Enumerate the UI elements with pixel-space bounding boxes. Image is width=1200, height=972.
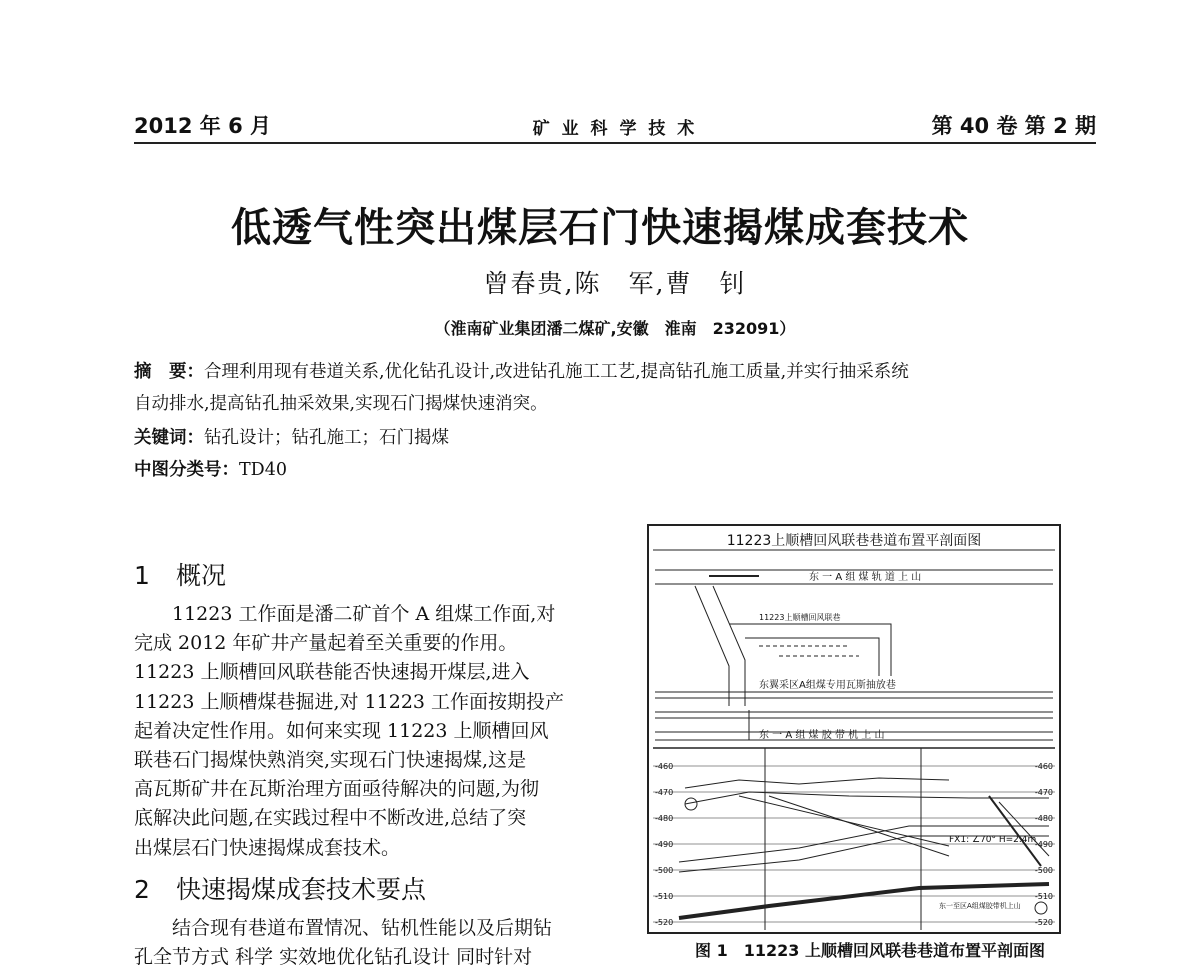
section-1-line: 联巷石门揭煤快熟消突,实现石门快速揭煤,这是 [134,749,527,772]
borehole-line [989,796,1041,866]
abstract-line-2: 自动排水,提高钻孔抽采效果,实现石门揭煤快速消突。 [134,394,548,414]
section-1-line: 起着决定性作用。如何来实现 11223 上顺槽回风 [134,719,549,742]
elevation-left: -500 [655,866,674,875]
section-1-line: 完成 2012 年矿井产量起着至关重要的作用。 [134,632,518,655]
section-1-line: 11223 上顺槽煤巷掘进,对 11223 工作面按期投产 [134,690,565,713]
keywords [134,422,1096,454]
elevation-right: -500 [1034,866,1053,875]
section-2-line: 孔全节方式 科学 实效地优化钻孔设计 同时针对 [134,946,533,969]
header-rule [134,142,1096,144]
elevation-left: -520 [655,918,674,927]
keywords-label: 关键词： [134,428,204,448]
elevation-right: -510 [1034,892,1053,901]
elevation-right: -520 [1034,918,1053,927]
section-1-title: 概况 [176,561,227,590]
section-2-heading [134,870,426,906]
label-bottom-note: 东一至区A组煤胶带机上山 [939,902,1021,910]
label-return-lane: 11223上顺槽回风联巷 [759,613,841,622]
paper-title: 低透气性突出煤层石门快速揭煤成套技术 [231,205,969,251]
elevation-right: -460 [1034,762,1053,771]
abstract-label: 摘 要： [134,362,204,382]
label-gas-lane: 东翼采区A组煤专用瓦斯抽放巷 [759,680,896,691]
label-section-note: FX1: ∠70° H=2.4m [949,835,1037,845]
classification-text: TD40 [239,460,287,480]
header-date: 2012 年 6 月 [134,114,271,138]
elevation-left: -460 [655,762,674,771]
header-issue: 第 40 卷 第 2 期 [931,114,1096,138]
section-2-title: 快速揭煤成套技术要点 [176,875,427,904]
figure-1-caption: 图 1 11223 上顺槽回风联巷巷道布置平剖面图 [695,941,1045,960]
elevation-left: -490 [655,840,674,849]
coal-seam-line [679,884,1049,918]
elevation-left: -470 [655,788,674,797]
section-1-line: 11223 工作面是潘二矿首个 A 组煤工作面,对 [172,603,556,625]
roadway-section [1035,902,1047,914]
abstract [134,356,1096,420]
section-1-body [134,600,594,863]
section-2-body [134,914,594,972]
elevation-left: -510 [655,892,674,901]
label-track: 东 一 A 组 煤 轨 道 上 山 [809,572,922,583]
section-2-line: 结合现有巷道布置情况、钻机性能以及后期钻 [172,917,553,939]
figure-1 [647,524,1061,934]
return-lane-line [695,586,729,706]
return-lane-line [745,638,879,676]
elevation-right: -490 [1034,840,1053,849]
figure-1-drawing [649,526,1059,932]
section-1-line: 11223 上顺槽回风联巷能否快速揭开煤层,进入 [134,661,530,684]
keywords-text: 钻孔设计；钻孔施工；石门揭煤 [204,428,449,448]
section-1-heading [134,556,226,592]
label-belt: 东 一 A 组 煤 胶 带 机 上 山 [759,730,885,741]
classification [134,454,1096,486]
section-2-number: 2 [134,875,150,904]
paper-authors: 曾春贵,陈 军,曹 钊 [483,269,747,298]
section-1-line: 高瓦斯矿井在瓦斯治理方面亟待解决的问题,为彻 [134,778,540,801]
figure-title: 11223上顺槽回风联巷巷道布置平剖面图 [726,533,982,549]
classification-label: 中图分类号： [134,460,239,480]
elevation-right: -470 [1034,788,1053,797]
abstract-line-1: 合理利用现有巷道关系,优化钻孔设计,改进钻孔施工工艺,提高钻孔施工质量,并实行抽采系统 [204,362,909,382]
elevation-left: -480 [655,814,674,823]
section-1-number: 1 [134,561,150,590]
paper-affiliation: （淮南矿业集团潘二煤矿,安徽 淮南 232091） [434,319,796,338]
return-lane-line [729,624,891,676]
section-1-line: 出煤层石门快速揭煤成套技术。 [134,836,401,859]
elevation-right: -480 [1034,814,1053,823]
header-journal: 矿 业 科 学 技 术 [532,119,698,139]
lane-profile [685,778,949,788]
section-1-line: 底解决此问题,在实践过程中不断改进,总结了突 [134,807,527,830]
